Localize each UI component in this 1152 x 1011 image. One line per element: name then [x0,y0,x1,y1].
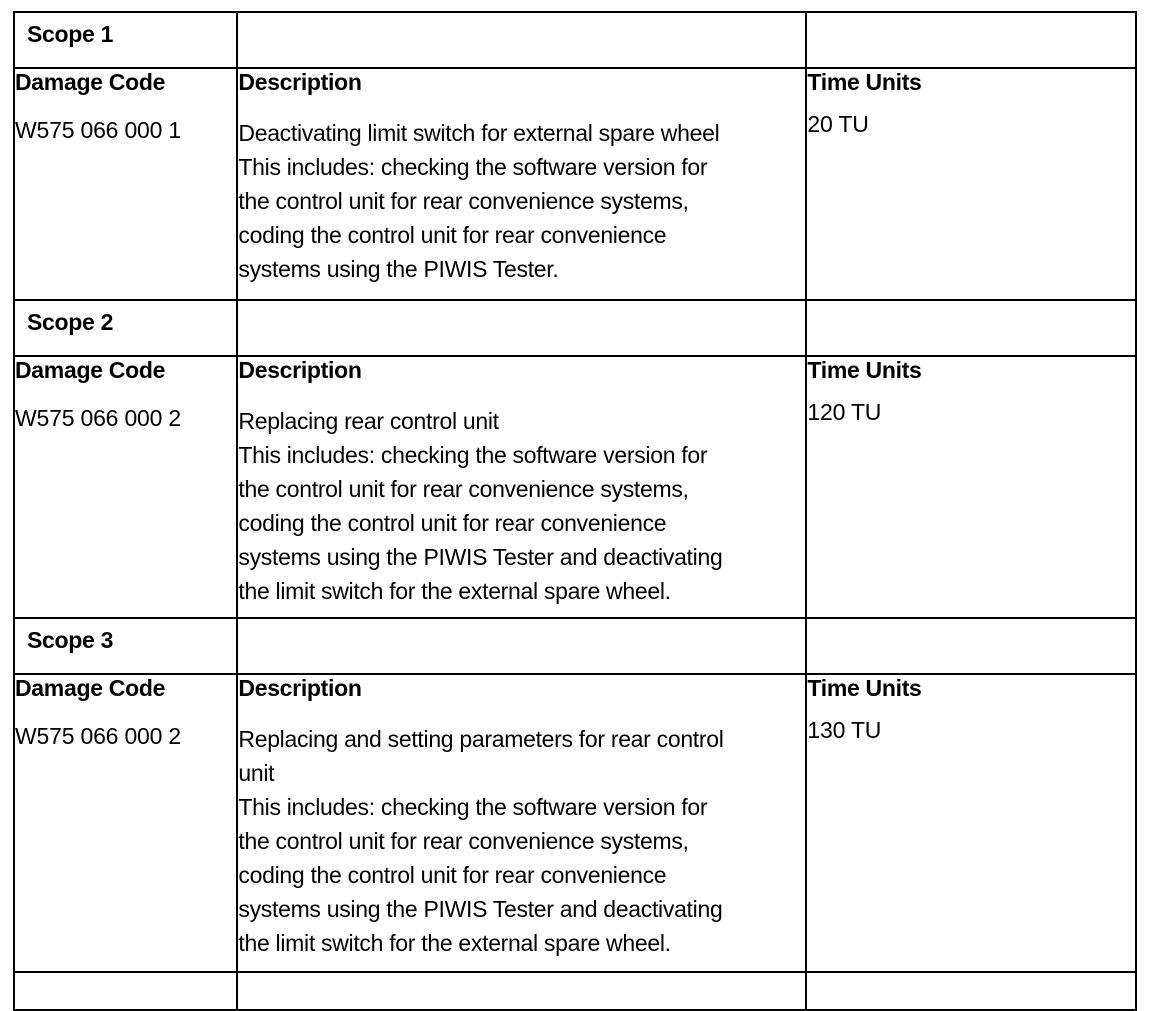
empty-cell [14,972,237,1010]
description-text [238,404,805,608]
time-units-header: Time Units [807,675,922,701]
scope-3-detail-row [14,674,1136,972]
time-units-header: Time Units [807,357,922,383]
time-units-header: Time Units [807,69,922,95]
description-header: Description [238,675,362,701]
description-line: This includes: checking the software version for [238,442,708,468]
description-line: the control unit for rear convenience systems, [238,828,689,854]
time-units-value: 130 TU [807,717,882,743]
time-units-value: 20 TU [807,111,869,137]
time-units-value: 120 TU [807,399,882,425]
scope-2-row [14,300,1136,356]
description-line: coding the control unit for rear convenience [238,222,667,248]
empty-cell [806,972,1136,1010]
description-text [238,722,805,960]
description-line: Replacing and setting parameters for rear control [238,726,724,752]
damage-code-value: W575 066 000 2 [15,405,181,431]
description-line: systems using the PIWIS Tester. [238,256,559,282]
time-units-cell [806,68,1136,300]
description-line: the limit switch for the external spare wheel. [238,578,671,604]
time-units-cell [806,674,1136,972]
description-line: Replacing rear control unit [238,408,499,434]
description-header: Description [238,357,362,383]
scope-2-empty-cell [237,300,806,356]
description-text [238,116,805,286]
description-line: This includes: checking the software version for [238,154,708,180]
empty-row [14,972,1136,1010]
damage-code-header: Damage Code [15,675,166,701]
scope-2-label: Scope 2 [14,300,237,356]
description-line: the control unit for rear convenience systems, [238,476,689,502]
damage-code-cell [14,68,237,300]
scope-1-label: Scope 1 [14,12,237,68]
scope-2-detail-row [14,356,1136,618]
description-header: Description [238,69,362,95]
scope-1-empty-cell [237,12,806,68]
damage-code-value: W575 066 000 1 [15,117,181,143]
scope-3-row [14,618,1136,674]
damage-code-header: Damage Code [15,357,166,383]
scope-3-label: Scope 3 [14,618,237,674]
description-line: coding the control unit for rear convenience [238,510,667,536]
damage-code-header: Damage Code [15,69,166,95]
damage-code-table [13,11,1137,1011]
empty-cell [237,972,806,1010]
damage-code-cell [14,356,237,618]
description-cell [237,68,806,300]
description-line: systems using the PIWIS Tester and deactivating [238,896,723,922]
description-line: the limit switch for the external spare wheel. [238,930,671,956]
scope-1-row [14,12,1136,68]
scope-1-detail-row [14,68,1136,300]
description-line: unit [238,760,275,786]
description-line: the control unit for rear convenience systems, [238,188,689,214]
scope-1-empty-cell [806,12,1136,68]
scope-3-empty-cell [237,618,806,674]
scope-3-empty-cell [806,618,1136,674]
description-cell [237,356,806,618]
damage-code-value: W575 066 000 2 [15,723,181,749]
description-line: Deactivating limit switch for external spare wheel [238,120,720,146]
time-units-cell [806,356,1136,618]
description-line: systems using the PIWIS Tester and deactivating [238,544,723,570]
damage-code-cell [14,674,237,972]
description-cell [237,674,806,972]
description-line: coding the control unit for rear convenience [238,862,667,888]
description-line: This includes: checking the software version for [238,794,708,820]
scope-2-empty-cell [806,300,1136,356]
